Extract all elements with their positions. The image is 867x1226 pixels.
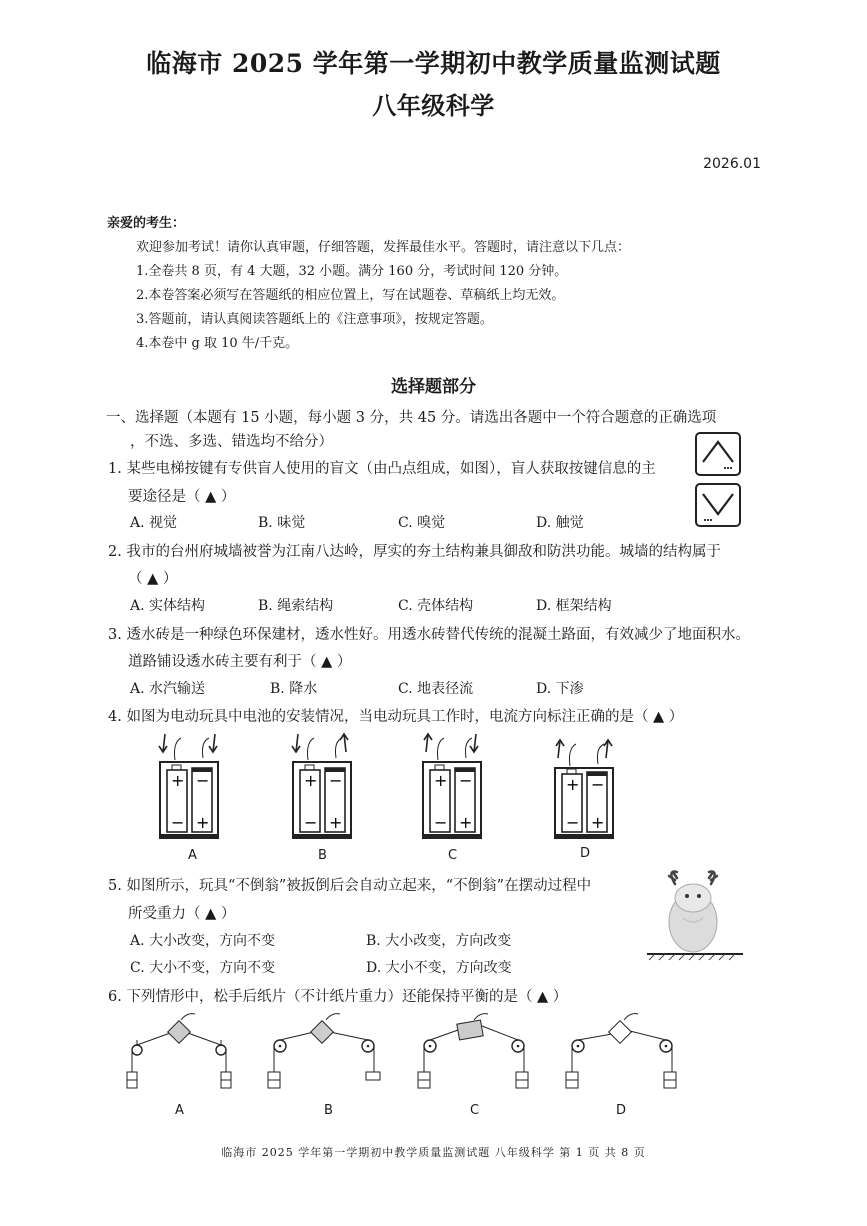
- question-1-option-a: A. 视觉: [130, 515, 178, 531]
- card-label-c: C: [470, 1103, 480, 1118]
- question-6-stem: 6. 下列情形中，松手后纸片（不计纸片重力）还能保持平衡的是（ ▲ ）: [108, 989, 568, 1005]
- braille-button-figure: [695, 432, 743, 528]
- svg-text:−: −: [434, 813, 448, 832]
- svg-text:−: −: [329, 771, 343, 790]
- question-3-stem-cont: 道路铺设透水砖主要有利于（ ▲ ）: [128, 654, 352, 670]
- page-title: 临海市 2025 学年第一学期初中教学质量监测试题: [146, 49, 721, 78]
- svg-text:+: +: [591, 813, 605, 832]
- svg-text:−: −: [459, 771, 473, 790]
- tumbler-toy-figure: [645, 868, 745, 964]
- question-3-option-c: C. 地表径流: [398, 681, 474, 697]
- question-2-stem: 2. 我市的台州府城墙被誉为江南八达岭，厚实的夯土结构兼具御敌和防洪功能。城墙的结构属于: [108, 544, 721, 560]
- question-5-option-c: C. 大小不变，方向不变: [130, 960, 276, 976]
- notice-item: 1.全卷共 8 页，有 4 大题，32 小题。满分 160 分，考试时间 120 分钟。: [136, 264, 568, 279]
- page-footer: 临海市 2025 学年第一学期初中教学质量监测试题 八年级科学 第 1 页 共 8 页: [221, 1146, 646, 1159]
- card-balance-figure-d: [566, 1010, 682, 1098]
- section-instruction: 一、选择题（本题有 15 小题，每小题 3 分，共 45 分。请选出各题中一个符合题意的正确选项: [106, 410, 717, 426]
- section-title: 选择题部分: [391, 377, 476, 397]
- notice-item: 4.本卷中 g 取 10 牛/千克。: [136, 336, 299, 351]
- section-instruction-cont: ，不选、多选、错选均不给分）: [130, 434, 333, 450]
- svg-text:−: −: [304, 813, 318, 832]
- question-5-stem: 5. 如图所示，玩具“不倒翁”被扳倒后会自动立起来，“不倒翁”在摆动过程中: [108, 878, 592, 894]
- question-2-stem-cont: （ ▲ ）: [128, 571, 178, 587]
- braille-up-button: [696, 433, 740, 475]
- exam-date: 2026.01: [703, 156, 761, 172]
- battery-figure-b: [288, 732, 358, 844]
- battery-figure-c: [418, 732, 488, 844]
- notice-greeting: 亲爱的考生：: [107, 216, 186, 231]
- question-5-option-a: A. 大小改变，方向不变: [130, 933, 276, 949]
- question-3-option-b: B. 降水: [270, 681, 318, 697]
- svg-text:−: −: [566, 813, 580, 832]
- battery-figure-a: [155, 732, 225, 844]
- question-3-option-d: D. 下渗: [536, 681, 584, 697]
- svg-text:+: +: [434, 771, 448, 790]
- question-2-option-d: D. 框架结构: [536, 598, 612, 614]
- card-balance-figure-b: [268, 1010, 384, 1098]
- question-3-option-a: A. 水汽输送: [130, 681, 206, 697]
- braille-down-button: [696, 484, 740, 526]
- svg-text:+: +: [329, 813, 343, 832]
- battery-figure-d: [550, 738, 620, 844]
- notice-item: 3.答题前，请认真阅读答题纸上的《注意事项》，按规定答题。: [136, 312, 493, 327]
- svg-text:−: −: [196, 771, 210, 790]
- svg-text:−: −: [591, 775, 605, 794]
- svg-text:+: +: [171, 771, 185, 790]
- svg-text:+: +: [566, 775, 580, 794]
- card-balance-figure-c: [418, 1010, 534, 1098]
- notice-intro: 欢迎参加考试！请你认真审题，仔细答题，发挥最佳水平。答题时，请注意以下几点：: [136, 240, 631, 255]
- svg-text:+: +: [459, 813, 473, 832]
- battery-label-c: C: [448, 848, 458, 863]
- question-1-option-b: B. 味觉: [258, 515, 306, 531]
- question-1-stem-cont: 要途径是（ ▲ ）: [128, 489, 236, 505]
- question-5-option-b: B. 大小改变，方向改变: [366, 933, 512, 949]
- question-1-stem: 1. 某些电梯按键有专供盲人使用的盲文（由凸点组成，如图），盲人获取按键信息的主: [108, 461, 656, 477]
- card-label-a: A: [175, 1103, 184, 1118]
- card-label-d: D: [616, 1103, 627, 1118]
- question-3-stem: 3. 透水砖是一种绿色环保建材，透水性好。用透水砖替代传统的混凝土路面，有效减少了地面积水。: [108, 627, 750, 643]
- card-label-b: B: [324, 1103, 333, 1118]
- question-2-option-a: A. 实体结构: [130, 598, 206, 614]
- question-5-stem-cont: 所受重力（ ▲ ）: [128, 906, 236, 922]
- question-1-option-d: D. 触觉: [536, 515, 584, 531]
- battery-label-b: B: [318, 848, 327, 863]
- page-subtitle: 八年级科学: [372, 91, 495, 120]
- question-1-option-c: C. 嗅觉: [398, 515, 446, 531]
- battery-label-a: A: [188, 848, 197, 863]
- question-2-option-b: B. 绳索结构: [258, 598, 334, 614]
- card-balance-figure-a: [125, 1010, 235, 1098]
- battery-label-d: D: [580, 846, 591, 861]
- question-2-option-c: C. 壳体结构: [398, 598, 474, 614]
- svg-text:−: −: [171, 813, 185, 832]
- question-5-option-d: D. 大小不变，方向改变: [366, 960, 512, 976]
- notice-item: 2.本卷答案必须写在答题纸的相应位置上，写在试题卷、草稿纸上均无效。: [136, 288, 565, 303]
- question-4-stem: 4. 如图为电动玩具中电池的安装情况，当电动玩具工作时，电流方向标注正确的是（ ▲ ）: [108, 709, 684, 725]
- svg-text:+: +: [304, 771, 318, 790]
- svg-text:+: +: [196, 813, 210, 832]
